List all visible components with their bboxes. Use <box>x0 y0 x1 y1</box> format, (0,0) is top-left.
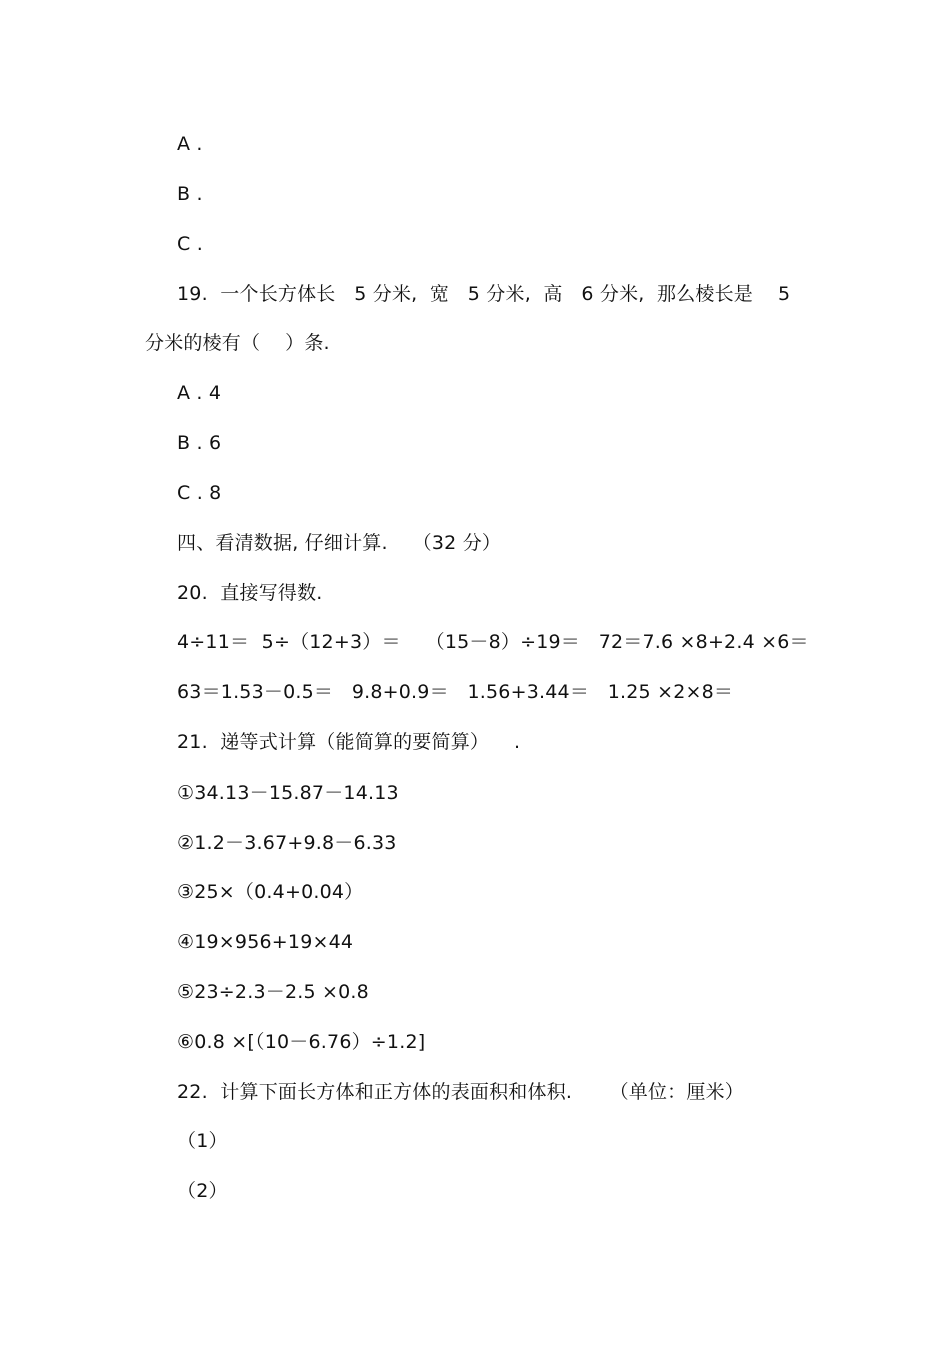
q22-title: 22. 计算下面长方体和正方体的表面积和体积. （单位：厘米） <box>177 1081 744 1103</box>
q19-option-b: B . 6 <box>177 432 222 454</box>
q19-option-c: C . 8 <box>177 482 222 504</box>
q21-item-3: ③25×（0.4+0.04） <box>177 881 364 903</box>
q20-row-1: 4÷11＝ 5÷（12+3）＝ （15－8）÷19＝ 72＝7.6 ×8+2.4 ×6＝ <box>177 631 809 653</box>
q21-title: 21. 递等式计算（能简算的要简算） . <box>177 731 521 753</box>
q21-item-6: ⑥0.8 ×[（10－6.76）÷1.2] <box>177 1031 426 1053</box>
q20-title: 20. 直接写得数. <box>177 582 323 604</box>
q18-option-b: B . <box>177 183 203 205</box>
q18-option-a: A . <box>177 133 203 155</box>
q21-item-4: ④19×956+19×44 <box>177 931 354 953</box>
q19-question-line2: 分米的棱有（ ）条. <box>145 332 330 354</box>
q18-option-c: C . <box>177 233 203 255</box>
q19-question-line1: 19. 一个长方体长 5 分米, 宽 5 分米, 高 6 分米, 那么棱长是 5 <box>177 283 791 305</box>
q22-part-2: （2） <box>177 1180 228 1202</box>
q19-option-a: A . 4 <box>177 382 222 404</box>
q20-row-2: 63＝1.53－0.5＝ 9.8+0.9＝ 1.56+3.44＝ 1.25 ×2×8＝ <box>177 681 734 703</box>
q21-item-5: ⑤23÷2.3－2.5 ×0.8 <box>177 981 369 1003</box>
q22-part-1: （1） <box>177 1130 228 1152</box>
section-4-title: 四、看清数据, 仔细计算. （32 分） <box>177 532 502 554</box>
q21-item-1: ①34.13－15.87－14.13 <box>177 782 399 804</box>
q21-item-2: ②1.2－3.67+9.8－6.33 <box>177 832 397 854</box>
